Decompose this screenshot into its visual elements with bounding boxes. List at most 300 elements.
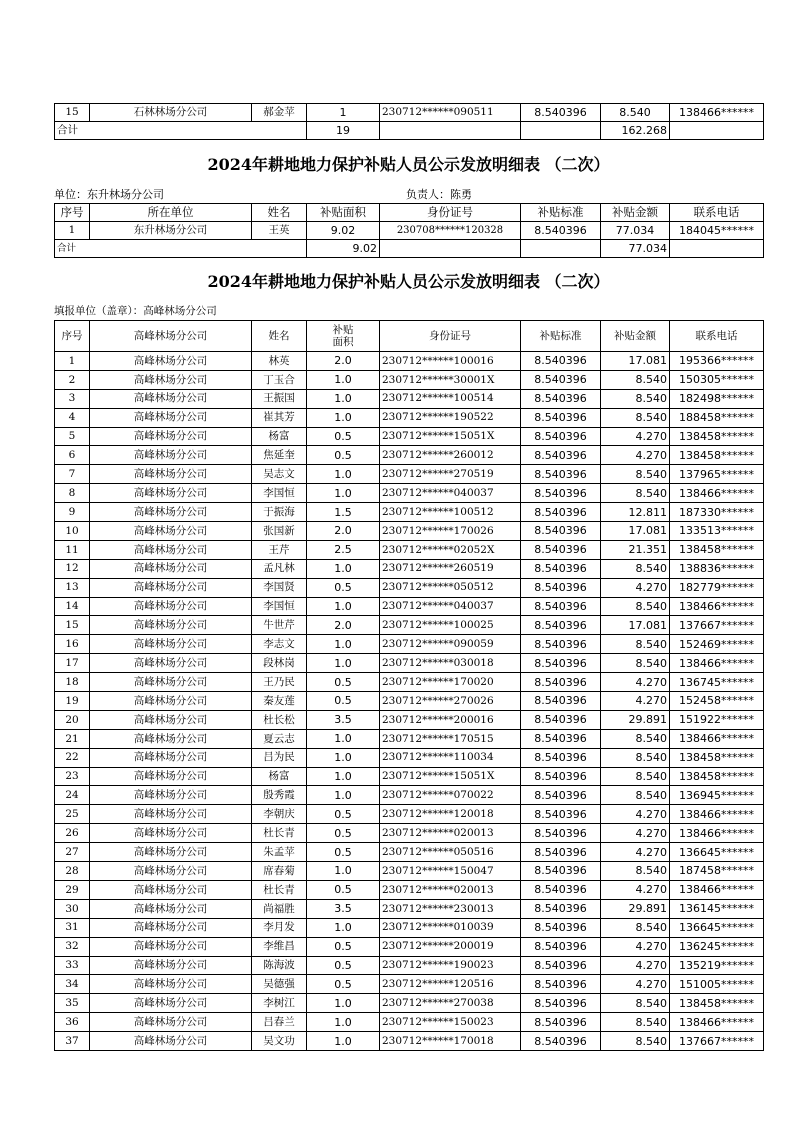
table-row <box>55 729 764 748</box>
cell-phone: 133513****** <box>670 522 764 541</box>
table-row <box>55 427 764 446</box>
cell-unit: 高峰林场分公司 <box>90 805 252 824</box>
cell-no: 1 <box>55 222 90 240</box>
cell-phone: 151005****** <box>670 975 764 994</box>
table-row <box>55 616 764 635</box>
cell-phone: 138466****** <box>670 805 764 824</box>
cell-std: 8.540396 <box>521 748 601 767</box>
cell-amount: 8.540 <box>601 370 670 389</box>
cell-name: 王英 <box>252 222 307 240</box>
cell-no: 29 <box>55 880 90 899</box>
table-row <box>55 710 764 729</box>
cell-id: 230712******100512 <box>380 503 521 522</box>
cell-std: 8.540396 <box>521 805 601 824</box>
cell-name: 杨富 <box>252 427 307 446</box>
cell-name: 吕为民 <box>252 748 307 767</box>
cell-no: 4 <box>55 408 90 427</box>
cell-amount: 8.540 <box>601 104 670 122</box>
cell-area: 1.0 <box>307 559 380 578</box>
cell-unit: 高峰林场分公司 <box>90 597 252 616</box>
cell-unit: 高峰林场分公司 <box>90 427 252 446</box>
cell-unit: 高峰林场分公司 <box>90 635 252 654</box>
cell-area: 3.5 <box>307 899 380 918</box>
cell-name: 李国恒 <box>252 484 307 503</box>
cell-id: 230712******270026 <box>380 692 521 711</box>
cell-unit: 高峰林场分公司 <box>90 673 252 692</box>
empty-cell <box>380 122 521 140</box>
cell-id: 230712******110034 <box>380 748 521 767</box>
cell-no: 16 <box>55 635 90 654</box>
cell-unit: 高峰林场分公司 <box>90 1032 252 1051</box>
cell-unit: 高峰林场分公司 <box>90 937 252 956</box>
cell-phone: 138466****** <box>670 654 764 673</box>
table-row <box>55 767 764 786</box>
cell-area: 1.0 <box>307 786 380 805</box>
cell-amount: 4.270 <box>601 673 670 692</box>
cell-phone: 138466****** <box>670 880 764 899</box>
cell-no: 18 <box>55 673 90 692</box>
cell-area: 2.0 <box>307 522 380 541</box>
cell-area: 0.5 <box>307 446 380 465</box>
cell-unit: 高峰林场分公司 <box>90 918 252 937</box>
cell-name: 张国新 <box>252 522 307 541</box>
cell-unit: 高峰林场分公司 <box>90 1013 252 1032</box>
cell-id: 230712******150047 <box>380 862 521 881</box>
cell-amount: 8.540 <box>601 635 670 654</box>
cell-std: 8.540396 <box>521 484 601 503</box>
cell-area: 9.02 <box>307 222 380 240</box>
section3-unit-label: 填报单位（盖章）：高峰林场分公司 <box>54 305 217 317</box>
cell-std: 8.540396 <box>521 370 601 389</box>
cell-id: 230712******020013 <box>380 880 521 899</box>
cell-unit: 高峰林场分公司 <box>90 692 252 711</box>
cell-area: 2.5 <box>307 540 380 559</box>
table-row <box>55 104 764 122</box>
table-row <box>55 370 764 389</box>
table-row <box>55 1032 764 1051</box>
cell-id: 230712******050516 <box>380 843 521 862</box>
cell-phone: 136745****** <box>670 673 764 692</box>
cell-name: 吴德强 <box>252 975 307 994</box>
cell-id: 230712******100016 <box>380 352 521 371</box>
cell-area: 1.0 <box>307 748 380 767</box>
cell-amount: 29.891 <box>601 710 670 729</box>
table-row <box>55 880 764 899</box>
cell-std: 8.540396 <box>521 104 601 122</box>
cell-id: 230712******170515 <box>380 729 521 748</box>
empty-cell <box>521 240 601 258</box>
cell-std: 8.540396 <box>521 503 601 522</box>
cell-area: 1.0 <box>307 389 380 408</box>
cell-id: 230712******100025 <box>380 616 521 635</box>
cell-area: 0.5 <box>307 692 380 711</box>
table-row <box>55 1013 764 1032</box>
cell-unit: 东升林场分公司 <box>90 222 252 240</box>
cell-no: 22 <box>55 748 90 767</box>
cell-id: 230712******050512 <box>380 578 521 597</box>
cell-amount: 8.540 <box>601 786 670 805</box>
cell-std: 8.540396 <box>521 352 601 371</box>
cell-name: 郝金苹 <box>252 104 307 122</box>
cell-name: 陈海波 <box>252 956 307 975</box>
cell-std: 8.540396 <box>521 427 601 446</box>
cell-std: 8.540396 <box>521 1032 601 1051</box>
header-id: 身份证号 <box>380 204 521 222</box>
cell-id: 230712******100514 <box>380 389 521 408</box>
cell-unit: 高峰林场分公司 <box>90 899 252 918</box>
cell-std: 8.540396 <box>521 786 601 805</box>
cell-phone: 138458****** <box>670 540 764 559</box>
cell-name: 段林岗 <box>252 654 307 673</box>
cell-no: 21 <box>55 729 90 748</box>
cell-id: 230712******090059 <box>380 635 521 654</box>
cell-area: 2.0 <box>307 616 380 635</box>
cell-std: 8.540396 <box>521 597 601 616</box>
header-id: 身份证号 <box>380 321 521 352</box>
cell-name: 尚福胜 <box>252 899 307 918</box>
cell-amount: 4.270 <box>601 880 670 899</box>
cell-amount: 8.540 <box>601 767 670 786</box>
cell-amount: 8.540 <box>601 654 670 673</box>
cell-amount: 17.081 <box>601 522 670 541</box>
cell-amount: 4.270 <box>601 446 670 465</box>
cell-unit: 高峰林场分公司 <box>90 446 252 465</box>
cell-std: 8.540396 <box>521 729 601 748</box>
cell-amount: 8.540 <box>601 389 670 408</box>
cell-id: 230712******170026 <box>380 522 521 541</box>
cell-area: 0.5 <box>307 824 380 843</box>
table-row <box>55 635 764 654</box>
cell-unit: 高峰林场分公司 <box>90 880 252 899</box>
cell-no: 32 <box>55 937 90 956</box>
cell-phone: 182779****** <box>670 578 764 597</box>
cell-std: 8.540396 <box>521 899 601 918</box>
cell-no: 25 <box>55 805 90 824</box>
cell-area: 0.5 <box>307 843 380 862</box>
header-row <box>55 204 764 222</box>
cell-unit: 高峰林场分公司 <box>90 956 252 975</box>
cell-amount: 4.270 <box>601 843 670 862</box>
cell-area: 1.0 <box>307 1013 380 1032</box>
cell-amount: 4.270 <box>601 692 670 711</box>
cell-phone: 195366****** <box>670 352 764 371</box>
empty-cell <box>670 240 764 258</box>
cell-std: 8.540396 <box>521 880 601 899</box>
cell-id: 230712******15051X <box>380 427 521 446</box>
cell-name: 李朝庆 <box>252 805 307 824</box>
cell-area: 1.0 <box>307 597 380 616</box>
cell-no: 10 <box>55 522 90 541</box>
cell-id: 230712******200019 <box>380 937 521 956</box>
cell-phone: 136645****** <box>670 843 764 862</box>
cell-area: 1.0 <box>307 408 380 427</box>
cell-amount: 21.351 <box>601 540 670 559</box>
cell-area: 1.0 <box>307 862 380 881</box>
cell-no: 33 <box>55 956 90 975</box>
cell-no: 37 <box>55 1032 90 1051</box>
cell-id: 230712******30001X <box>380 370 521 389</box>
section2-table <box>54 203 764 258</box>
cell-amount: 4.270 <box>601 937 670 956</box>
cell-name: 杜长青 <box>252 880 307 899</box>
cell-id: 230712******020013 <box>380 824 521 843</box>
cell-id: 230712******040037 <box>380 597 521 616</box>
cell-phone: 135219****** <box>670 956 764 975</box>
cell-std: 8.540396 <box>521 389 601 408</box>
total-area: 19 <box>307 122 380 140</box>
cell-phone: 137965****** <box>670 465 764 484</box>
cell-area: 1.0 <box>307 465 380 484</box>
total-label: 合计 <box>55 122 307 140</box>
cell-no: 17 <box>55 654 90 673</box>
cell-name: 王芹 <box>252 540 307 559</box>
cell-name: 林英 <box>252 352 307 371</box>
cell-no: 23 <box>55 767 90 786</box>
table-row <box>55 408 764 427</box>
cell-phone: 136145****** <box>670 899 764 918</box>
cell-std: 8.540396 <box>521 692 601 711</box>
cell-name: 王乃民 <box>252 673 307 692</box>
cell-name: 牛世芹 <box>252 616 307 635</box>
cell-no: 8 <box>55 484 90 503</box>
cell-no: 28 <box>55 862 90 881</box>
cell-area: 1.0 <box>307 484 380 503</box>
header-std: 补贴标准 <box>521 204 601 222</box>
total-row <box>55 122 764 140</box>
cell-phone: 152458****** <box>670 692 764 711</box>
cell-std: 8.540396 <box>521 559 601 578</box>
empty-cell <box>521 122 601 140</box>
cell-amount: 8.540 <box>601 994 670 1013</box>
cell-name: 杜长松 <box>252 710 307 729</box>
cell-id: 230712******260012 <box>380 446 521 465</box>
cell-std: 8.540396 <box>521 937 601 956</box>
cell-id: 230712******070022 <box>380 786 521 805</box>
table-row <box>55 522 764 541</box>
header-unit: 所在单位 <box>90 204 252 222</box>
cell-area: 1 <box>307 104 380 122</box>
cell-amount: 4.270 <box>601 956 670 975</box>
cell-phone: 138458****** <box>670 767 764 786</box>
table-row <box>55 352 764 371</box>
cell-phone: 188458****** <box>670 408 764 427</box>
cell-phone: 137667****** <box>670 1032 764 1051</box>
cell-phone: 138836****** <box>670 559 764 578</box>
cell-no: 26 <box>55 824 90 843</box>
cell-name: 孟凡林 <box>252 559 307 578</box>
cell-amount: 8.540 <box>601 748 670 767</box>
cell-phone: 138458****** <box>670 748 764 767</box>
cell-std: 8.540396 <box>521 465 601 484</box>
cell-name: 杜长青 <box>252 824 307 843</box>
cell-no: 2 <box>55 370 90 389</box>
cell-phone: 138458****** <box>670 427 764 446</box>
cell-amount: 4.270 <box>601 824 670 843</box>
cell-std: 8.540396 <box>521 408 601 427</box>
cell-no: 11 <box>55 540 90 559</box>
cell-no: 15 <box>55 616 90 635</box>
empty-cell <box>380 240 521 258</box>
cell-name: 李国贤 <box>252 578 307 597</box>
cell-no: 5 <box>55 427 90 446</box>
cell-std: 8.540396 <box>521 710 601 729</box>
cell-amount: 8.540 <box>601 918 670 937</box>
cell-unit: 高峰林场分公司 <box>90 503 252 522</box>
cell-name: 李志文 <box>252 635 307 654</box>
cell-phone: 184045****** <box>670 222 764 240</box>
table-row <box>55 748 764 767</box>
cell-std: 8.540396 <box>521 540 601 559</box>
cell-amount: 4.270 <box>601 975 670 994</box>
cell-amount: 8.540 <box>601 1013 670 1032</box>
cell-name: 李维昌 <box>252 937 307 956</box>
cell-name: 吕春兰 <box>252 1013 307 1032</box>
header-amount: 补贴金额 <box>601 204 670 222</box>
header-unit: 高峰林场分公司 <box>90 321 252 352</box>
cell-amount: 8.540 <box>601 484 670 503</box>
cell-no: 15 <box>55 104 90 122</box>
cell-std: 8.540396 <box>521 767 601 786</box>
table-row <box>55 389 764 408</box>
cell-amount: 8.540 <box>601 408 670 427</box>
cell-std: 8.540396 <box>521 975 601 994</box>
cell-no: 24 <box>55 786 90 805</box>
cell-unit: 高峰林场分公司 <box>90 767 252 786</box>
cell-unit: 高峰林场分公司 <box>90 729 252 748</box>
cell-no: 34 <box>55 975 90 994</box>
cell-no: 13 <box>55 578 90 597</box>
cell-phone: 138466****** <box>670 484 764 503</box>
table-row <box>55 465 764 484</box>
cell-phone: 138458****** <box>670 994 764 1013</box>
cell-unit: 高峰林场分公司 <box>90 843 252 862</box>
header-area-line1: 补贴 <box>332 323 354 336</box>
cell-phone: 136945****** <box>670 786 764 805</box>
table-row <box>55 446 764 465</box>
cell-id: 230712******030018 <box>380 654 521 673</box>
table-row <box>55 899 764 918</box>
cell-phone: 150305****** <box>670 370 764 389</box>
cell-unit: 高峰林场分公司 <box>90 352 252 371</box>
cell-phone: 136245****** <box>670 937 764 956</box>
cell-unit: 高峰林场分公司 <box>90 786 252 805</box>
cell-name: 席春菊 <box>252 862 307 881</box>
cell-name: 焦延奎 <box>252 446 307 465</box>
cell-id: 230708******120328 <box>380 222 521 240</box>
cell-phone: 137667****** <box>670 616 764 635</box>
cell-area: 0.5 <box>307 427 380 446</box>
cell-amount: 8.540 <box>601 559 670 578</box>
cell-std: 8.540396 <box>521 578 601 597</box>
cell-std: 8.540396 <box>521 522 601 541</box>
cell-phone: 187458****** <box>670 862 764 881</box>
header-row <box>55 321 764 352</box>
cell-phone: 182498****** <box>670 389 764 408</box>
cell-unit: 石林林场分公司 <box>90 104 252 122</box>
cell-name: 殷秀霞 <box>252 786 307 805</box>
cell-phone: 138466****** <box>670 597 764 616</box>
cell-unit: 高峰林场分公司 <box>90 578 252 597</box>
total-area: 9.02 <box>307 240 380 258</box>
table-row <box>55 824 764 843</box>
empty-cell <box>670 122 764 140</box>
header-no: 序号 <box>55 321 90 352</box>
cell-unit: 高峰林场分公司 <box>90 710 252 729</box>
cell-std: 8.540396 <box>521 654 601 673</box>
cell-std: 8.540396 <box>521 918 601 937</box>
table-row <box>55 692 764 711</box>
cell-unit: 高峰林场分公司 <box>90 389 252 408</box>
cell-id: 230712******090511 <box>380 104 521 122</box>
cell-phone: 138466****** <box>670 729 764 748</box>
header-std: 补贴标准 <box>521 321 601 352</box>
cell-std: 8.540396 <box>521 222 601 240</box>
cell-unit: 高峰林场分公司 <box>90 540 252 559</box>
cell-area: 1.0 <box>307 994 380 1013</box>
cell-no: 12 <box>55 559 90 578</box>
table-row <box>55 843 764 862</box>
cell-area: 1.0 <box>307 654 380 673</box>
cell-no: 7 <box>55 465 90 484</box>
cell-area: 1.0 <box>307 918 380 937</box>
cell-area: 1.0 <box>307 370 380 389</box>
cell-std: 8.540396 <box>521 843 601 862</box>
section2-title: 2024年耕地地力保护补贴人员公示发放明细表 （二次） <box>207 155 610 174</box>
cell-phone: 136645****** <box>670 918 764 937</box>
cell-name: 丁玉合 <box>252 370 307 389</box>
header-name: 姓名 <box>252 321 307 352</box>
cell-area: 1.0 <box>307 767 380 786</box>
cell-amount: 8.540 <box>601 729 670 748</box>
cell-name: 李树江 <box>252 994 307 1013</box>
cell-area: 1.5 <box>307 503 380 522</box>
cell-name: 李月发 <box>252 918 307 937</box>
cell-phone: 138466****** <box>670 824 764 843</box>
cell-name: 于振海 <box>252 503 307 522</box>
cell-name: 崔其芳 <box>252 408 307 427</box>
cell-id: 230712******190522 <box>380 408 521 427</box>
cell-id: 230712******15051X <box>380 767 521 786</box>
cell-no: 3 <box>55 389 90 408</box>
section2-unit-label: 单位：东升林场分公司 <box>54 188 164 201</box>
cell-amount: 12.811 <box>601 503 670 522</box>
cell-name: 李国恒 <box>252 597 307 616</box>
cell-area: 3.5 <box>307 710 380 729</box>
cell-phone: 151922****** <box>670 710 764 729</box>
cell-area: 1.0 <box>307 1032 380 1051</box>
cell-area: 0.5 <box>307 937 380 956</box>
cell-id: 230712******190023 <box>380 956 521 975</box>
cell-amount: 8.540 <box>601 862 670 881</box>
cell-amount: 17.081 <box>601 352 670 371</box>
total-amount: 162.268 <box>601 122 670 140</box>
table-row <box>55 786 764 805</box>
cell-id: 230712******260519 <box>380 559 521 578</box>
cell-unit: 高峰林场分公司 <box>90 975 252 994</box>
table-row <box>55 994 764 1013</box>
cell-area: 0.5 <box>307 578 380 597</box>
section1-table <box>54 103 764 140</box>
cell-no: 19 <box>55 692 90 711</box>
cell-unit: 高峰林场分公司 <box>90 824 252 843</box>
cell-id: 230712******120018 <box>380 805 521 824</box>
total-amount: 77.034 <box>601 240 670 258</box>
cell-std: 8.540396 <box>521 673 601 692</box>
cell-std: 8.540396 <box>521 824 601 843</box>
cell-no: 31 <box>55 918 90 937</box>
cell-unit: 高峰林场分公司 <box>90 748 252 767</box>
cell-unit: 高峰林场分公司 <box>90 370 252 389</box>
